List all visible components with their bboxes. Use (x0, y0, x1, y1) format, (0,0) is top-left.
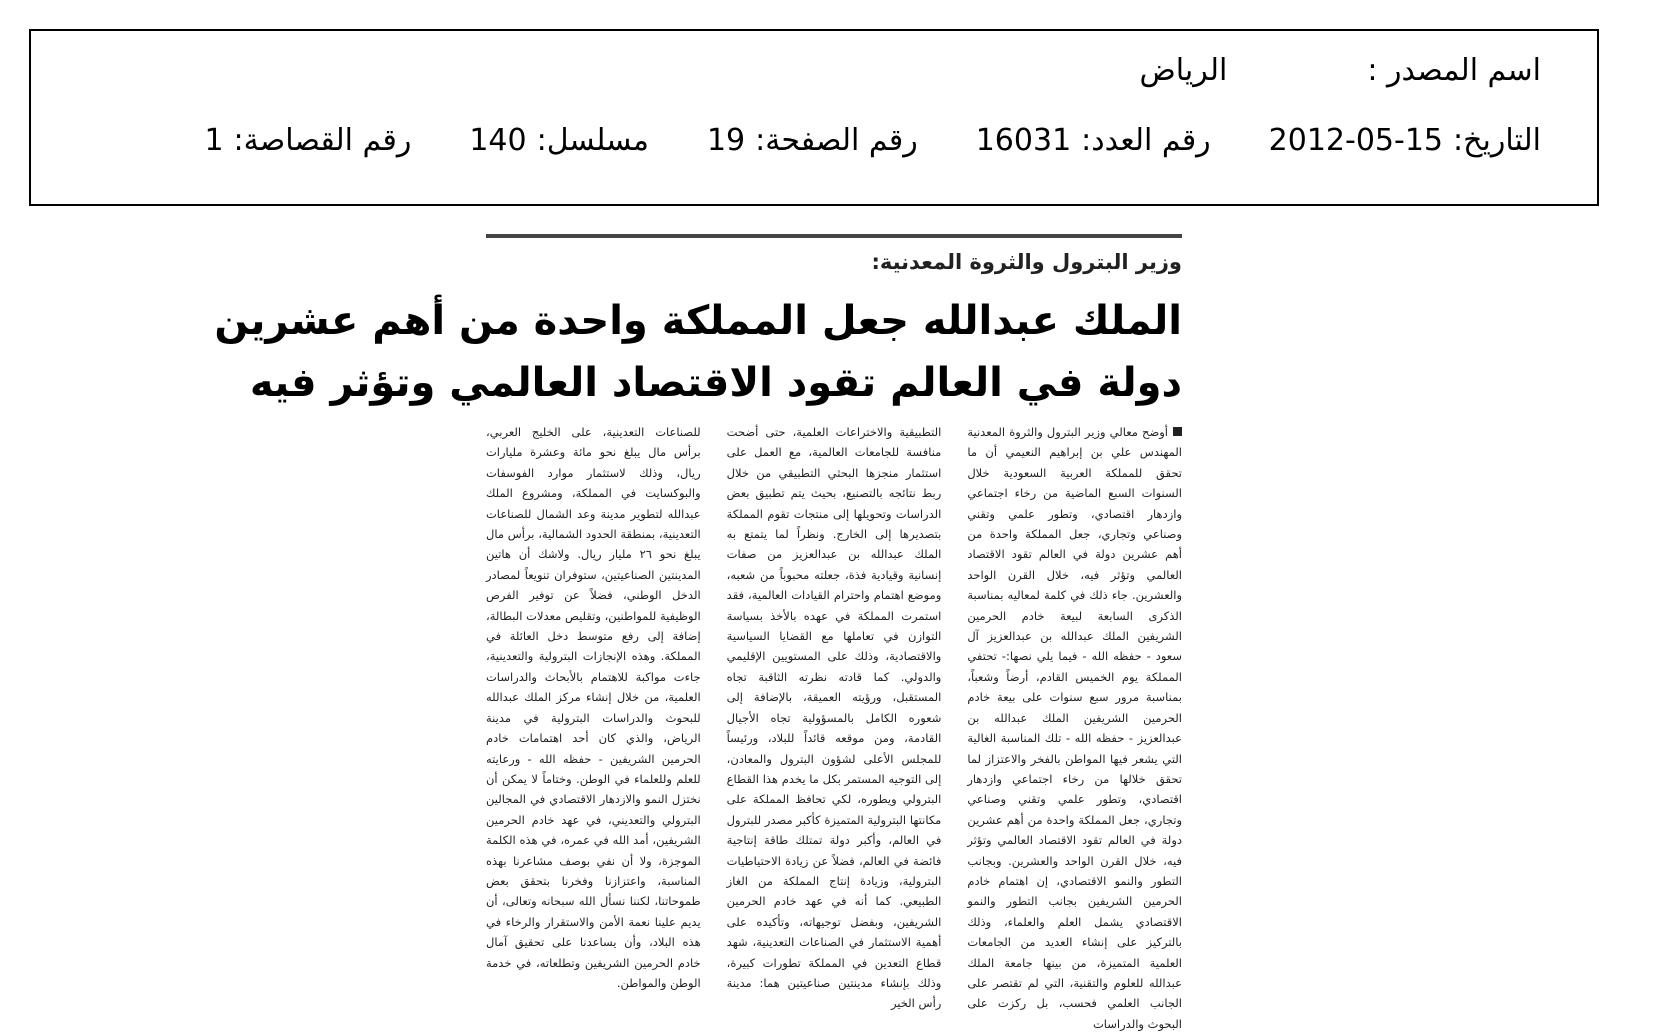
clipping-metadata-box (29, 29, 1599, 206)
article-body (485, 422, 1182, 1031)
metadata-row (204, 123, 1541, 158)
serial-value: 140 (469, 123, 527, 158)
issue-label: رقم العدد: (1081, 123, 1211, 158)
clip-label: رقم القصاصة: (233, 123, 412, 158)
headline-line-1: الملك عبدالله جعل المملكة واحدة من أهم عشرين (214, 298, 1182, 344)
article-column-1 (967, 422, 1182, 1031)
headline-line-2: دولة في العالم تقود الاقتصاد العالمي وتؤثر فيه (249, 360, 1182, 406)
page-label: رقم الصفحة: (755, 123, 918, 158)
article-column-3: للصناعات التعدينية، على الخليج العربي، برأس مال يبلغ نحو مائة وعشرة مليارات ريال، وذلك لاستثمار موارد الفوسفات والبوكسايت في المملكة، ومشروع الملك عبدالله لتطوير مدينة وعد الشمال للصناعات التعدينية، بمنطقة الحدود الشمالية، برأس مال يبلغ نحو ٢٦ مليار ريال. ولاشك أن هاتين المدينتين الصناعيتين، ستوفران تنويعاً لمصادر الدخل الوطني، فضلاً عن توفير الفرص الوظيفية للمواطنين، وتقليص معدلات البطالة، إضافة إلى رفع متوسط دخل العائلة في المملكة. وهذه الإنجازات البترولية والتعدينية، جاءت مواكبة للاهتمام بالأبحاث والدراسات العلمية، من خلال إنشاء مركز الملك عبدالله للبحوث والدراسات البترولية في مدينة الرياض، والذي كان أحد اهتمامات خادم الحرمين الشريفين - حفظه الله - ورعايته للعلم وللعلماء في الوطن. وختاماً لا يمكن أن نختزل النمو والازدهار الاقتصادي في المجالين البترولي والتعديني، في عهد خادم الحرمين الشريفين، أمد الله في عمره، في هذه الكلمة الموجزة، ولا أن نفي بوصف مشاعرنا بهذه المناسبة، واعتزازنا وفخرنا بتحقق بعض طموحاتنا، لكننا نسأل الله سبحانه وتعالى، أن يديم علينا نعمة الأمن والاستقرار والرخاء في هذه البلاد، وأن يساعدنا على تحقيق آمال خادم الحرمين الشريفين وتطلعاته، في خدمة الوطن والمواطن. (485, 425, 701, 990)
source-label: اسم المصدر : (1367, 53, 1541, 88)
issue-value: 16031 (975, 123, 1072, 158)
serial-field (469, 123, 649, 158)
clip-value: 1 (204, 123, 224, 158)
issue-field (976, 123, 1211, 158)
top-rule (486, 234, 1182, 238)
clip-field (204, 123, 411, 158)
date-field (1269, 123, 1541, 158)
source-row (1140, 53, 1541, 88)
article-column-1-text: أوضح معالي وزير البترول والثروة المعدنية المهندس علي بن إبراهيم النعيمي أن ما تحقق للمملكة العربية السعودية خلال السنوات السبع الماضية من رخاء اجتماعي وازدهار اقتصادي، وتطور علمي وتقني وصناعي وتجاري، جعل المملكة واحدة من أهم عشرين دولة في العالم تقود الاقتصاد العالمي وتؤثر فيه، خلال القرن الواحد والعشرين. جاء ذلك في كلمة لمعاليه بمناسبة الذكرى السابعة لبيعة خادم الحرمين الشريفين الملك عبدالله بن عبدالعزيز آل سعود - حفظه الله - فيما يلي نصها:- تحتفي المملكة يوم الخميس القادم، أرضاً وشعباً، بمناسبة مرور سبع سنوات على بيعة خادم الحرمين الشريفين الملك عبدالله بن عبدالعزيز - حفظه الله - تلك المناسبة الغالية التي يشعر فيها المواطن بالفخر والاعتزاز لما تحقق خلالها من رخاء اجتماعي وازدهار اقتصادي، وتطور علمي وتقني وصناعي وتجاري، جعل المملكة واحدة من أهم عشرين دولة في العالم تقود الاقتصاد العالمي وتؤثر فيه، خلال القرن الواحد والعشرين. وبجانب التطور والنمو الاقتصادي، إن اهتمام خادم الحرمين الشريفين بجانب التطور والنمو الاقتصادي يشمل العلم والعلماء، وذلك بالتركيز على إنشاء العديد من الجامعات العلمية المتميزة، من بينها جامعة الملك عبدالله للعلوم والتقنية، التي لم تقتصر على الجانب العلمي فحسب، بل ركزت على البحوث والدراسات (967, 425, 1182, 1031)
page-value: 19 (706, 123, 746, 158)
source-value: الرياض (1139, 53, 1228, 88)
bullet-square-icon (1173, 427, 1182, 436)
date-label: التاريخ: (1453, 123, 1541, 158)
article-column-2: التطبيقية والاختراعات العلمية، حتى أضحت منافسة للجامعات العالمية، مع العمل على استثمار منجزها البحثي التطبيقي من خلال ربط نتائجه بالتصنيع، بحيث يتم تطبيق بعض الدراسات وتحويلها إلى منتجات تقوم المملكة بتصديرها إلى الخارج. ونظراً لما يتمتع به الملك عبدالله بن عبدالعزيز من صفات إنسانية وقيادية فذة، جعلته محبوباً من شعبه، وموضع اهتمام واحترام القيادات العالمية، فقد استمرت المملكة في عهده بالأخذ بسياسة التوازن في تعاملها مع القضايا السياسية والاقتصادية، وذلك على المستويين الإقليمي والدولي. كما قادته نظرته الثاقبة تجاه المستقبل، ورؤيته العميقة، بالإضافة إلى شعوره الكامل بالمسؤولية تجاه الأجيال القادمة، ومن موقعه قائداً للبلاد، ورئيساً للمجلس الأعلى لشؤون البترول والمعادن، إلى التوجيه المستمر بكل ما يخدم هذا القطاع البترولي ويطوره، لكي تحافظ المملكة على مكانتها البترولية المتميزة كأكبر مصدر للبترول في العالم، وأكبر دولة تمتلك طاقة إنتاجية فائضة في العالم، فضلاً عن زيادة الاحتياطيات البترولية، وزيادة إنتاج المملكة من الغاز الطبيعي. كما أنه في عهد خادم الحرمين الشريفين، وبفضل توجيهاته، وتأكيده على أهمية الاستثمار في الصناعات التعدينية، شهد قطاع التعدين في المملكة تطورات كبيرة، وذلك بإنشاء مدينتين صناعيتين هما: مدينة رأس الخير (726, 425, 942, 1011)
article-headline (214, 290, 1182, 414)
date-value: 2012-05-15 (1268, 123, 1444, 158)
article-kicker: وزير البترول والثروة المعدنية: (871, 250, 1182, 274)
page-field (707, 123, 918, 158)
serial-label: مسلسل: (536, 123, 649, 158)
newspaper-clipping (214, 234, 1182, 1031)
